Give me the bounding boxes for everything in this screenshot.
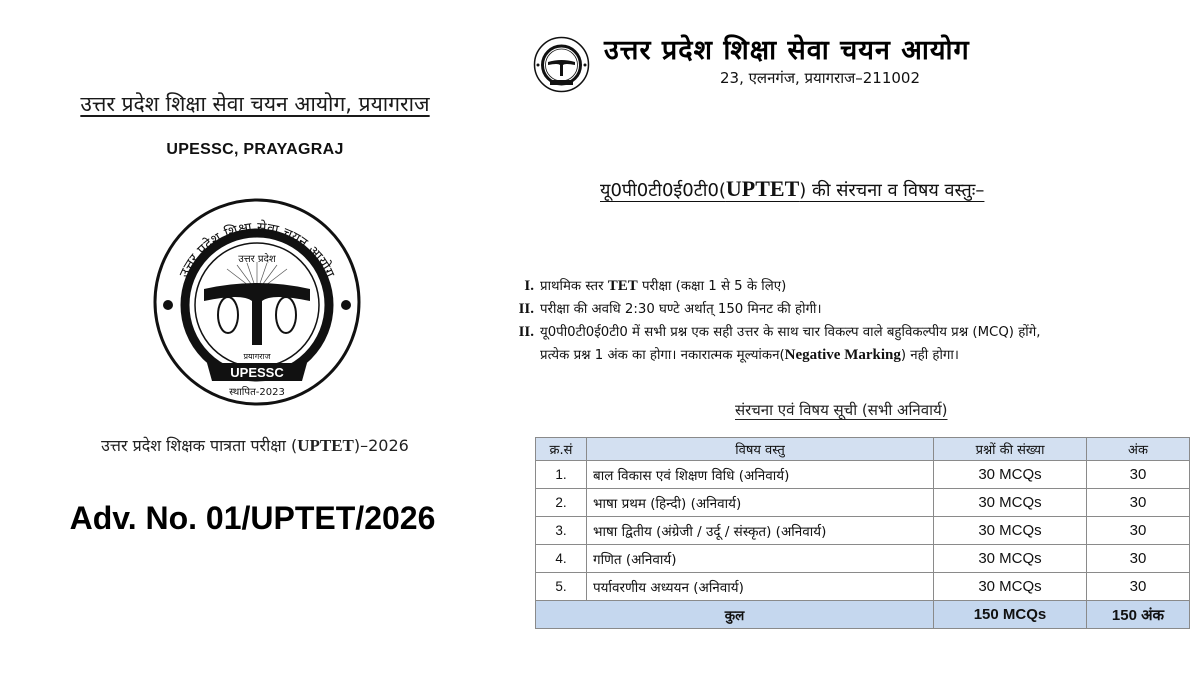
cell-serial: 1. — [536, 461, 587, 489]
cell-serial: 3. — [536, 517, 587, 545]
org-address: 23, एलनगंज, प्रयागराज–211002 — [720, 69, 921, 87]
org-title-hindi — [0, 90, 510, 118]
cell-marks: 30 — [1087, 545, 1190, 573]
org-title-text: उत्तर प्रदेश शिक्षा सेवा चयन आयोग, प्रयागराज — [80, 92, 430, 116]
cell-marks: 30 — [1087, 489, 1190, 517]
exam-points-list — [508, 275, 1198, 367]
header-questions: प्रश्नों की संख्या — [934, 438, 1087, 461]
exam-name-line — [0, 434, 510, 456]
org-name-heading: उत्तर प्रदेश शिक्षा सेवा चयन आयोग — [604, 35, 970, 66]
point-number: II. — [518, 301, 534, 317]
structure-title-bold: UPTET — [725, 176, 800, 201]
cell-subject: पर्यावरणीय अध्ययन (अनिवार्य) — [587, 573, 934, 601]
cell-questions: 30 MCQs — [934, 545, 1087, 573]
header-subject: विषय वस्तु — [587, 438, 934, 461]
table-row — [536, 545, 1190, 573]
point-item — [508, 298, 1198, 321]
structure-title-prefix: यू0पी0टी0ई0टी0( — [600, 180, 726, 201]
total-label: कुल — [536, 601, 934, 629]
exam-line-bold: UPTET — [297, 436, 354, 455]
upessc-small-seal-icon — [533, 36, 590, 93]
header-marks: अंक — [1087, 438, 1190, 461]
point-item — [508, 275, 1198, 298]
table-row — [536, 517, 1190, 545]
point-text: यू0पी0टी0ई0टी0 में सभी प्रश्न एक सही उत्तर के साथ चार विकल्प वाले बहुविकल्पीय प्रश्न (MCQ) होंगे, — [540, 325, 1041, 340]
svg-text:प्रयागराज: प्रयागराज — [243, 352, 271, 361]
cell-marks: 30 — [1087, 573, 1190, 601]
table-row — [536, 461, 1190, 489]
point-number: II. — [518, 324, 534, 340]
exam-line-prefix: उत्तर प्रदेश शिक्षक पात्रता परीक्षा ( — [101, 436, 298, 455]
svg-text:उत्तर प्रदेश: उत्तर प्रदेश — [238, 254, 276, 265]
total-questions: 150 MCQs — [934, 601, 1087, 629]
cell-subject: भाषा द्वितीय (अंग्रेजी / उर्दू / संस्कृत) (अनिवार्य) — [587, 517, 934, 545]
point-text: प्रत्येक प्रश्न 1 अंक का होगा। नकारात्मक मूल्यांकन(Negative Marking) नही होगा। — [540, 347, 959, 363]
header-serial: क्र.सं — [536, 438, 587, 461]
org-short-name: UPESSC, PRAYAGRAJ — [166, 141, 344, 158]
svg-text:उत्तर प्रदेश शिक्षा सेवा चयन आ: उत्तर प्रदेश शिक्षा सेवा चयन आयोग — [176, 219, 338, 281]
upessc-seal-logo-icon — [152, 197, 362, 407]
point-item — [508, 321, 1198, 344]
cell-questions: 30 MCQs — [934, 573, 1087, 601]
table-caption: संरचना एवं विषय सूची (सभी अनिवार्य) — [735, 401, 948, 419]
cell-questions: 30 MCQs — [934, 461, 1087, 489]
point-item-continuation — [508, 344, 1198, 367]
cell-subject: भाषा प्रथम (हिन्दी) (अनिवार्य) — [587, 489, 934, 517]
total-marks: 150 अंक — [1087, 601, 1190, 629]
table-total-row — [536, 601, 1190, 629]
table-row — [536, 489, 1190, 517]
cell-serial: 4. — [536, 545, 587, 573]
cell-marks: 30 — [1087, 517, 1190, 545]
structure-title — [600, 176, 984, 202]
point-number: I. — [524, 278, 534, 294]
point-text: परीक्षा की अवधि 2:30 घण्टे अर्थात् 150 मिनट की होगी। — [540, 302, 822, 317]
cell-serial: 2. — [536, 489, 587, 517]
cell-subject: गणित (अनिवार्य) — [587, 545, 934, 573]
point-text: प्राथमिक स्तर TET परीक्षा (कक्षा 1 से 5 के लिए) — [540, 278, 787, 294]
cell-marks: 30 — [1087, 461, 1190, 489]
cell-subject: बाल विकास एवं शिक्षण विधि (अनिवार्य) — [587, 461, 934, 489]
cell-questions: 30 MCQs — [934, 489, 1087, 517]
syllabus-table — [535, 437, 1190, 629]
advertisement-number: Adv. No. 01/UPTET/2026 — [69, 500, 436, 536]
cell-questions: 30 MCQs — [934, 517, 1087, 545]
table-row — [536, 573, 1190, 601]
table-header-row — [536, 438, 1190, 461]
structure-title-suffix: ) की संरचना व विषय वस्तुः– — [799, 180, 985, 201]
exam-line-suffix: )–2026 — [353, 436, 409, 455]
svg-text:स्थापित-2023: स्थापित-2023 — [229, 387, 285, 398]
svg-text:UPESSC: UPESSC — [230, 365, 284, 380]
cell-serial: 5. — [536, 573, 587, 601]
